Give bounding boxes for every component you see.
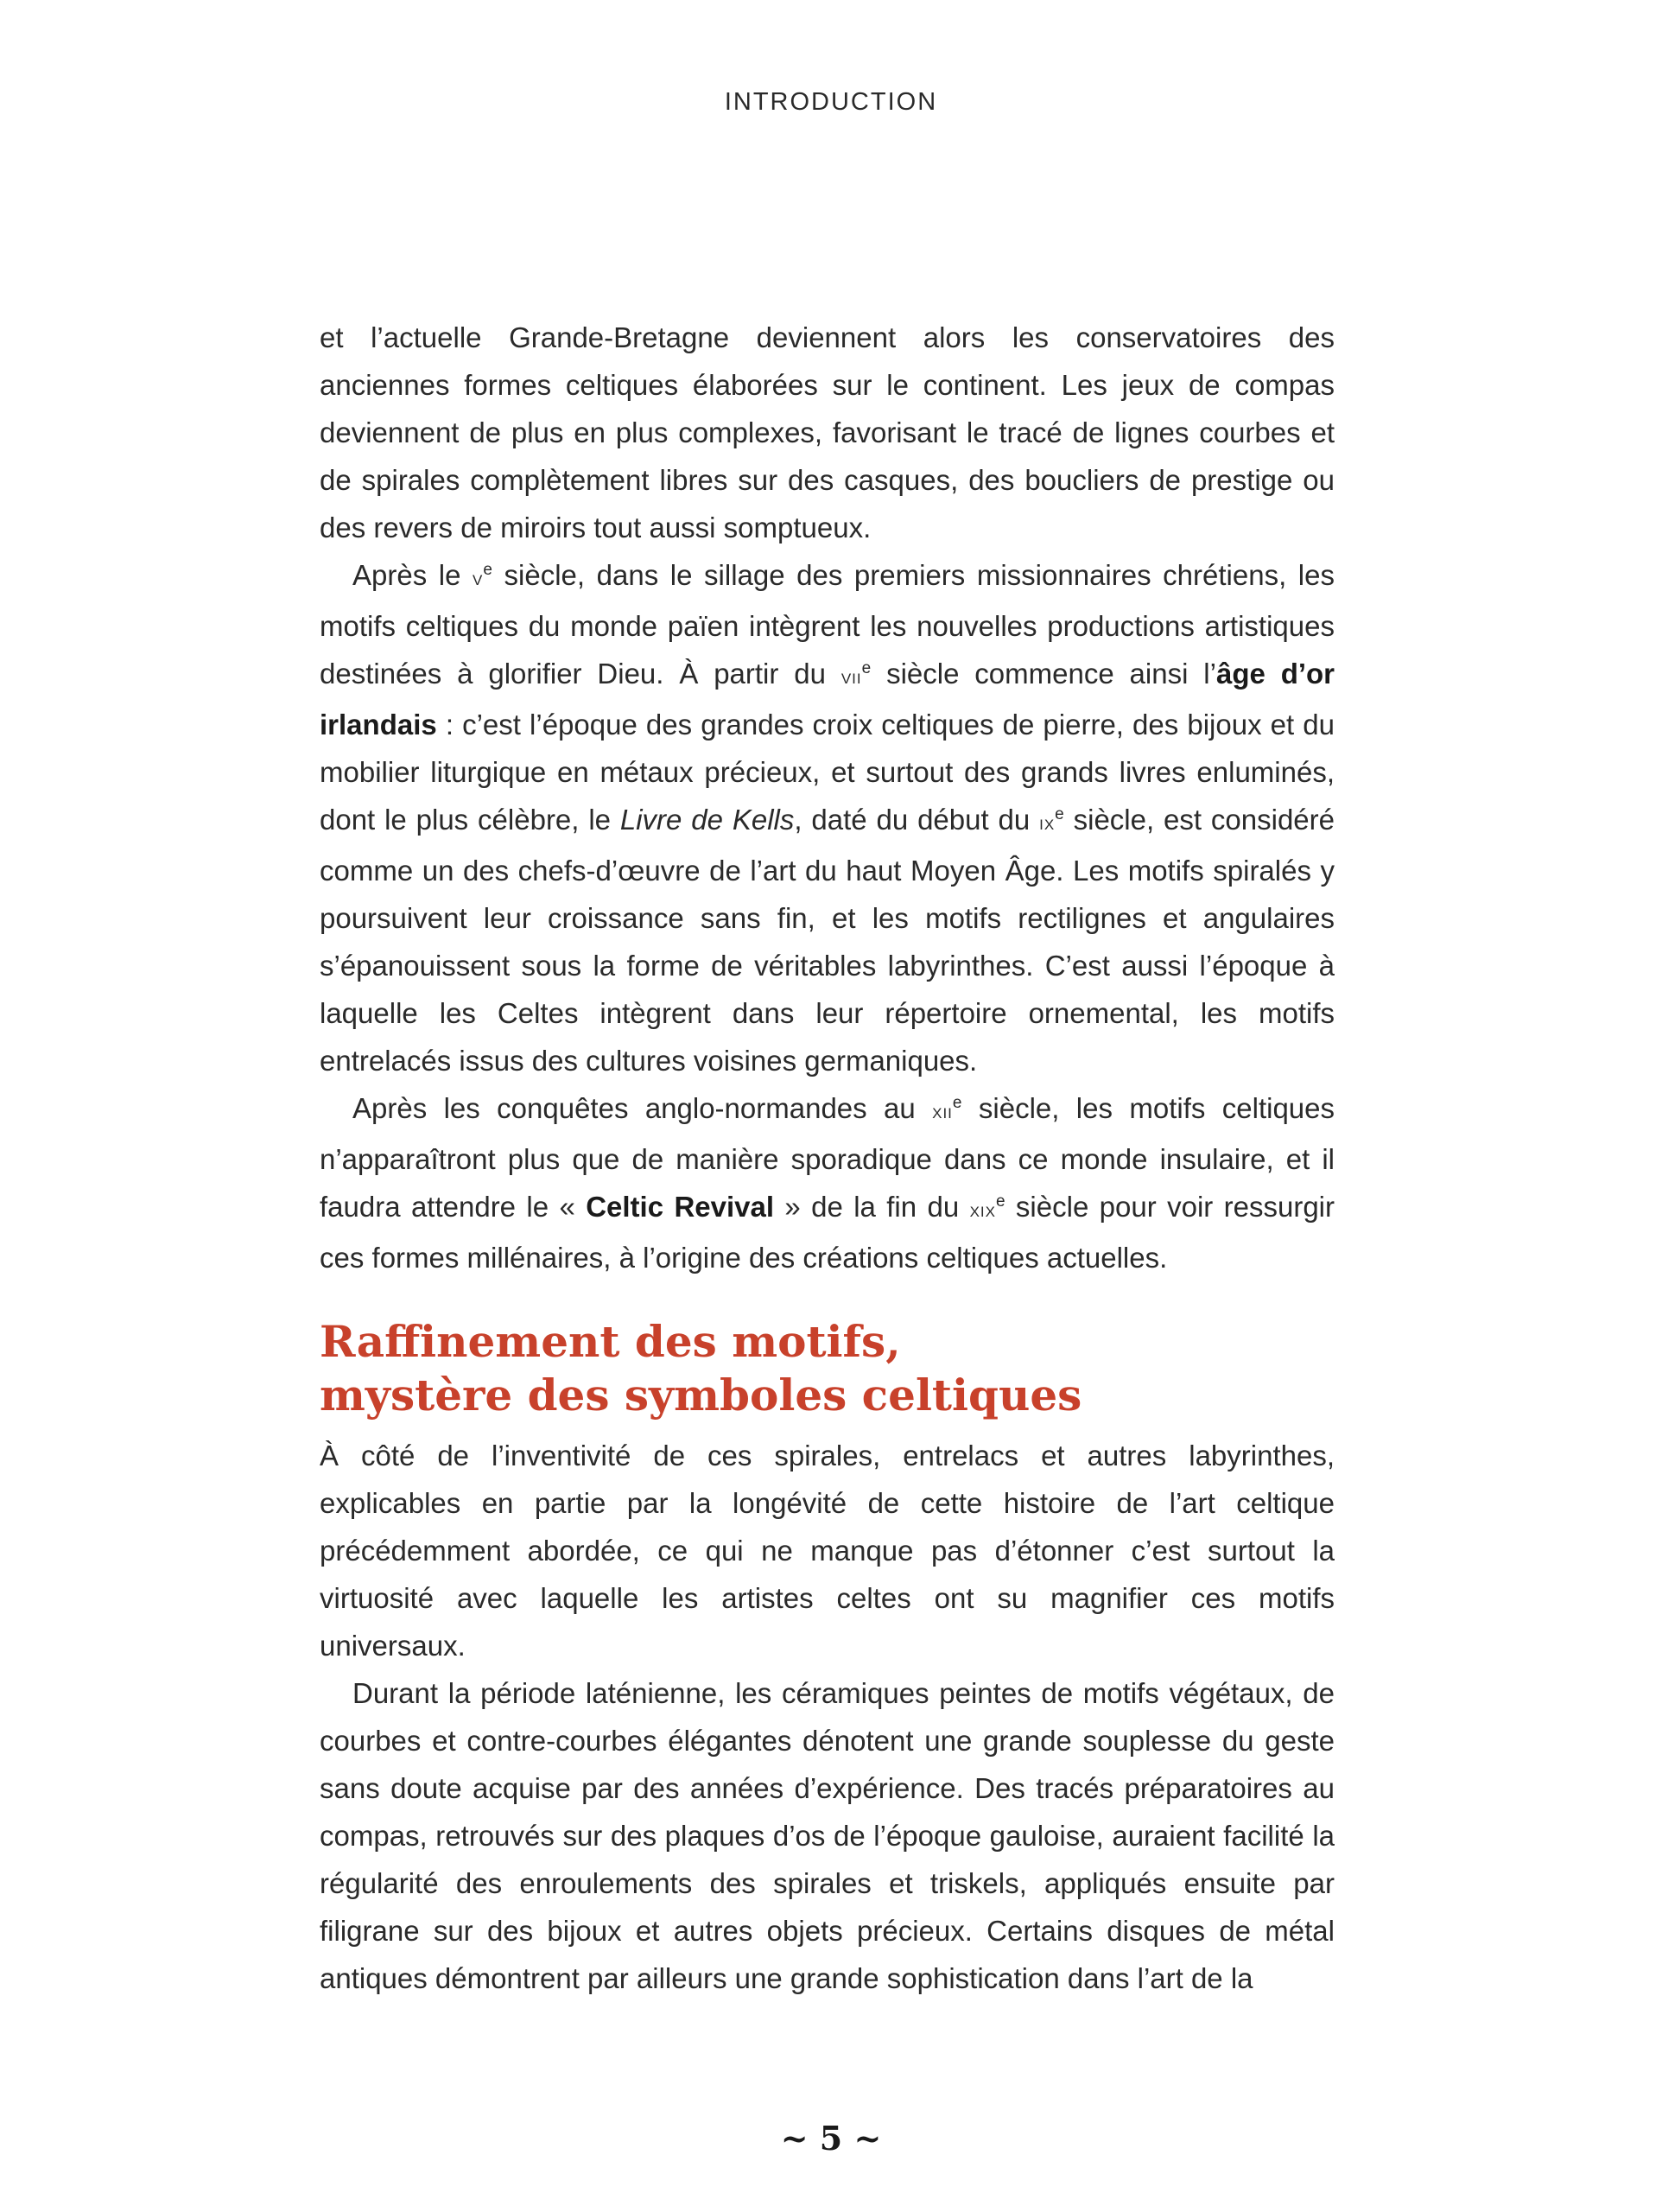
century-numeral: vii — [841, 665, 862, 689]
text-run: siècle, est considéré comme un des chefs-d’œuvre de l’art du haut Moyen Âge. Les motifs spiralés y poursuivent leur croissance sans fin, et les motifs rectilignes et angulaires s’épanouissent sous la forme de véritables labyrinthes. C’est aussi l’époque à laquelle les Celtes intègrent dans leur répertoire ornemental, les motifs entrelacés issus des cultures voisines germaniques. — [320, 804, 1335, 1077]
running-head: INTRODUCTION — [724, 88, 938, 116]
ordinal-suffix: e — [995, 1192, 1005, 1211]
paragraph-celtic-revival — [320, 1084, 1335, 1281]
book-title-kells: Livre de Kells — [619, 804, 795, 836]
section-heading-line-1: Raffinement des motifs, — [320, 1316, 901, 1367]
section-heading-line-2: mystère des symboles celtiques — [320, 1370, 1082, 1421]
paragraph-continuation: et l’actuelle Grande-Bretagne deviennent alors les conservatoires des anciennes formes celtiques élaborées sur le continent. Les jeux de compas deviennent de plus en plus complexes, favorisant le tracé de lignes courbes et de spirales complètement libres sur des casques, des boucliers de prestige ou des revers de miroirs tout aussi somptueux. — [320, 321, 1335, 543]
text-run: siècle commence ainsi l’ — [871, 658, 1216, 690]
century-numeral: xii — [932, 1100, 953, 1123]
text-run: siècle pour voir ressurgir ces formes millénaires, à l’origine des créations celtiques actuelles. — [320, 1191, 1335, 1274]
paragraph-latenian-period: Durant la période laténienne, les céramiques peintes de motifs végétaux, de courbes et contre-courbes élégantes dénotent une grande souplesse du geste sans doute acquise par des années d’expérience. Des tracés préparatoires au compas, retrouvés sur des plaques d’os de l’époque gauloise, auraient facilité la régularité des enroulements des spirales et triskels, appliqués ensuite par filigrane sur des bijoux et autres objets précieux. Certains disques de métal antiques démontrent par ailleurs une grande sophistication dans l’art de la — [320, 1677, 1335, 1994]
text-run: , daté du début du — [794, 804, 1040, 836]
text-run: » de la fin du — [774, 1191, 970, 1223]
ordinal-suffix: e — [483, 561, 492, 579]
text-run: Après le — [352, 559, 473, 591]
text-run: siècle, dans le sillage des premiers missionnaires chrétiens, les motifs celtiques du monde païen intègrent les nouvelles productions artistiques destinées à glorifier Dieu. À partir du — [320, 559, 1335, 690]
section-heading — [320, 1315, 1335, 1422]
century-numeral: ix — [1039, 811, 1056, 835]
paragraph-golden-age — [320, 551, 1335, 1084]
body-text-block-2 — [320, 1432, 1335, 2002]
ordinal-suffix: e — [1055, 805, 1064, 823]
paragraph-virtuosity: À côté de l’inventivité de ces spirales, entrelacs et autres labyrinthes, explicables en partie par la longévité de cette histoire de l’art celtique précédemment abordée, ce qui ne manque pas d’étonner c’est surtout la virtuosité avec laquelle les artistes celtes ont su magnifier ces motifs universaux. — [320, 1440, 1335, 1662]
body-text-block-1 — [320, 314, 1335, 1281]
century-numeral: v — [473, 567, 484, 590]
ordinal-suffix: e — [861, 659, 872, 677]
page-number: ~ 5 ~ — [780, 2119, 882, 2158]
ordinal-suffix: e — [952, 1094, 962, 1112]
key-term-golden-age: âge d’or irlandais — [320, 658, 1335, 741]
text-run: Après les conquêtes anglo-normandes au — [352, 1092, 933, 1124]
text-run: : c’est l’époque des grandes croix celtiques de pierre, des bijoux et du mobilier liturgique en métaux précieux, et surtout des grands livres enluminés, dont le plus célèbre, le — [320, 709, 1335, 836]
century-numeral: xix — [969, 1198, 996, 1222]
key-term-celtic-revival: Celtic Revival — [586, 1191, 775, 1223]
text-run: siècle, les motifs celtiques n’apparaîtront plus que de manière sporadique dans ce monde insulaire, et il faudra attendre le « — [320, 1092, 1335, 1223]
